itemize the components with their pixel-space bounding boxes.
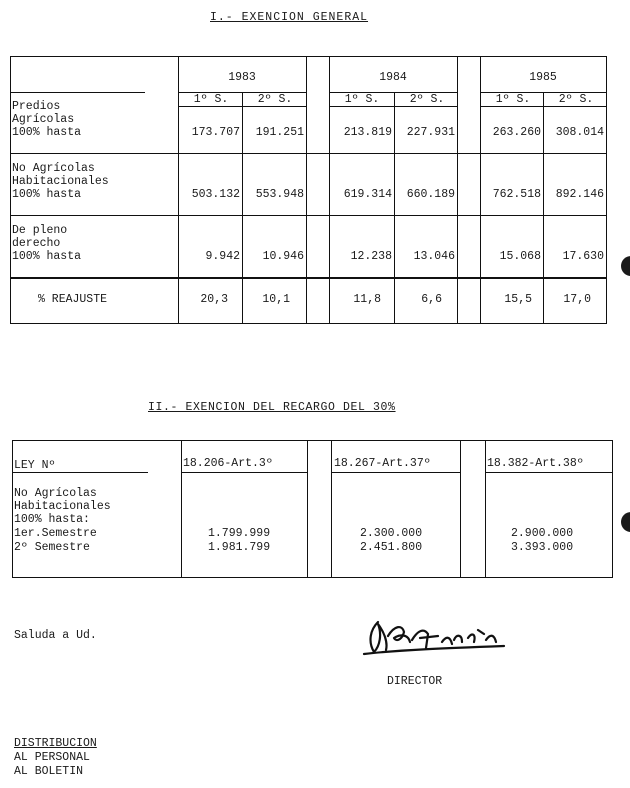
row-label: 2º Semestre bbox=[14, 541, 90, 554]
table-cell: 1.799.999 bbox=[208, 527, 271, 540]
table-cell: 6,6 bbox=[421, 293, 442, 306]
semester-header: 1º S. bbox=[193, 93, 229, 106]
table-cell: 17,0 bbox=[563, 293, 591, 306]
table-cell: 263.260 bbox=[492, 126, 541, 139]
signer-title: DIRECTOR bbox=[387, 675, 443, 688]
row-label: Agrícolas bbox=[12, 113, 75, 126]
table-cell: 308.014 bbox=[555, 126, 604, 139]
row-label: 100% hasta: bbox=[14, 513, 90, 526]
punch-hole-mark bbox=[621, 256, 630, 276]
table-cell: 2.451.800 bbox=[360, 541, 423, 554]
punch-hole-mark bbox=[621, 512, 630, 532]
section2-title: II.- EXENCION DEL RECARGO DEL 30% bbox=[148, 401, 396, 414]
row-label: 100% hasta bbox=[12, 188, 82, 201]
reajuste-label: % REAJUSTE bbox=[38, 293, 108, 306]
ley-label: LEY Nº bbox=[14, 459, 56, 472]
law-header: 18.382-Art.38º bbox=[487, 457, 584, 470]
table-cell: 20,3 bbox=[200, 293, 228, 306]
year-header: 1985 bbox=[529, 71, 557, 84]
table-cell: 2.300.000 bbox=[360, 527, 423, 540]
row-label: Predios bbox=[12, 100, 61, 113]
table-cell: 213.819 bbox=[343, 126, 392, 139]
table-cell: 13.046 bbox=[413, 250, 455, 263]
distribution-item: AL BOLETIN bbox=[14, 765, 84, 778]
director-signature bbox=[358, 612, 508, 662]
table-cell: 9.942 bbox=[205, 250, 240, 263]
table-cell: 503.132 bbox=[191, 188, 240, 201]
law-header: 18.206-Art.3º bbox=[183, 457, 273, 470]
row-label: De pleno bbox=[12, 224, 68, 237]
year-header: 1983 bbox=[228, 71, 256, 84]
table-cell: 660.189 bbox=[406, 188, 455, 201]
table-cell: 1.981.799 bbox=[208, 541, 271, 554]
row-label: No Agrícolas bbox=[14, 487, 97, 500]
table-cell: 762.518 bbox=[492, 188, 541, 201]
table-cell: 2.900.000 bbox=[511, 527, 574, 540]
distribution-title: DISTRIBUCION bbox=[14, 737, 97, 750]
section1-title: I.- EXENCION GENERAL bbox=[210, 11, 369, 24]
semester-header: 2º S. bbox=[409, 93, 445, 106]
table-cell: 11,8 bbox=[353, 293, 381, 306]
row-label: derecho bbox=[12, 237, 61, 250]
closing-greeting: Saluda a Ud. bbox=[14, 629, 97, 642]
table-cell: 227.931 bbox=[406, 126, 455, 139]
row-label: Habitacionales bbox=[14, 500, 111, 513]
distribution-item: AL PERSONAL bbox=[14, 751, 90, 764]
row-label: 1er.Semestre bbox=[14, 527, 97, 540]
table-cell: 191.251 bbox=[255, 126, 304, 139]
semester-header: 1º S. bbox=[495, 93, 531, 106]
table-cell: 17.630 bbox=[562, 250, 604, 263]
table-cell: 10.946 bbox=[262, 250, 304, 263]
row-label: Habitacionales bbox=[12, 175, 109, 188]
table-cell: 892.146 bbox=[555, 188, 604, 201]
table-cell: 12.238 bbox=[350, 250, 392, 263]
row-label: No Agrícolas bbox=[12, 162, 95, 175]
table-cell: 10,1 bbox=[262, 293, 290, 306]
semester-header: 2º S. bbox=[558, 93, 594, 106]
table-cell: 619.314 bbox=[343, 188, 392, 201]
row-label: 100% hasta bbox=[12, 126, 82, 139]
semester-header: 2º S. bbox=[257, 93, 293, 106]
year-header: 1984 bbox=[379, 71, 407, 84]
law-header: 18.267-Art.37º bbox=[334, 457, 431, 470]
semester-header: 1º S. bbox=[344, 93, 380, 106]
row-label: 100% hasta bbox=[12, 250, 82, 263]
table-cell: 15.068 bbox=[499, 250, 541, 263]
table-cell: 553.948 bbox=[255, 188, 304, 201]
table-cell: 3.393.000 bbox=[511, 541, 574, 554]
table-cell: 173.707 bbox=[191, 126, 240, 139]
table-cell: 15,5 bbox=[504, 293, 532, 306]
